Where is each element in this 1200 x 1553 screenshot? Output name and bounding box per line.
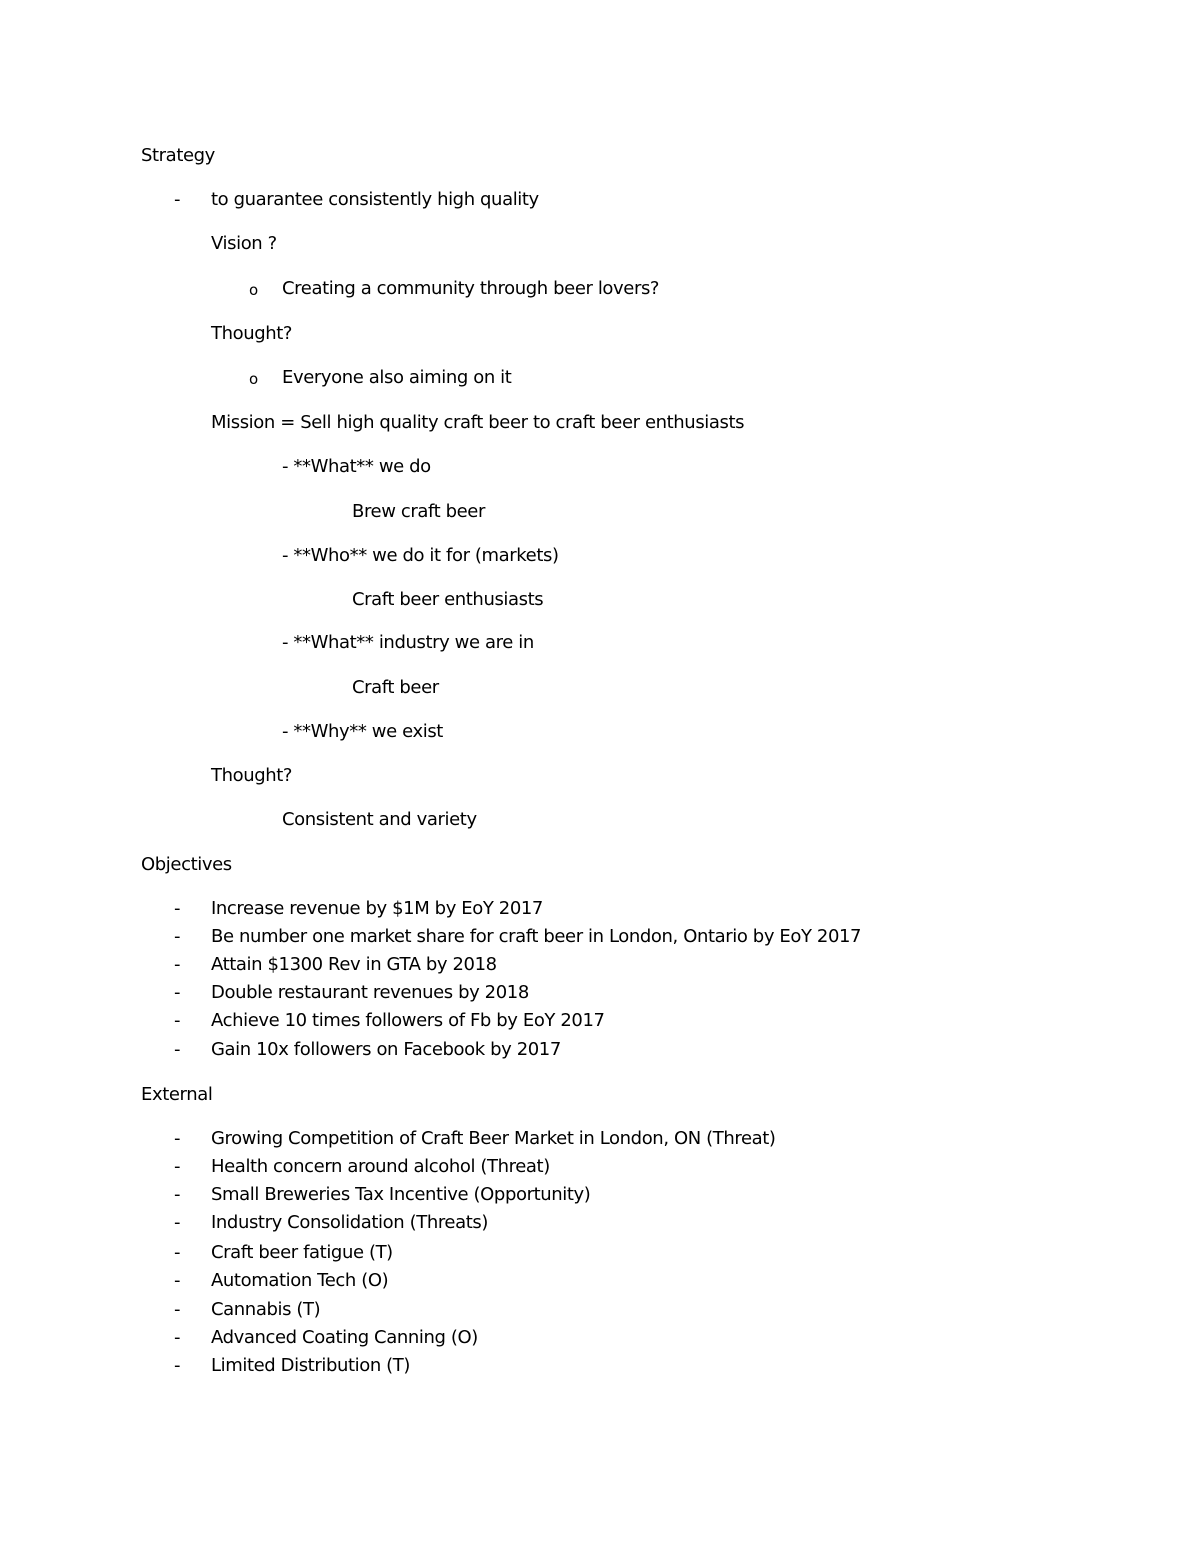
what-we-do-label: - **What** we do bbox=[282, 456, 431, 477]
dash-bullet: - bbox=[174, 1156, 181, 1177]
dash-bullet: - bbox=[174, 1184, 181, 1205]
industry-value: Craft beer bbox=[352, 677, 439, 698]
thought-item: Everyone also aiming on it bbox=[282, 367, 512, 388]
dash-bullet: - bbox=[174, 1327, 181, 1348]
who-label: - **Who** we do it for (markets) bbox=[282, 545, 559, 566]
objective-item: Achieve 10 times followers of Fb by EoY 2017 bbox=[211, 1010, 605, 1031]
objective-item: Double restaurant revenues by 2018 bbox=[211, 982, 529, 1003]
external-item: Cannabis (T) bbox=[211, 1299, 321, 1320]
external-item: Health concern around alcohol (Threat) bbox=[211, 1156, 550, 1177]
vision-label: Vision ? bbox=[211, 233, 277, 254]
mission-statement: Mission = Sell high quality craft beer to craft beer enthusiasts bbox=[211, 412, 745, 433]
external-item: Advanced Coating Canning (O) bbox=[211, 1327, 478, 1348]
dash-bullet: - bbox=[174, 982, 181, 1003]
dash-bullet: - bbox=[174, 1242, 181, 1263]
thought2-label: Thought? bbox=[211, 765, 293, 786]
external-item: Growing Competition of Craft Beer Market in London, ON (Threat) bbox=[211, 1128, 776, 1149]
vision-item: Creating a community through beer lovers? bbox=[282, 278, 660, 299]
circle-bullet: o bbox=[249, 370, 259, 388]
strategy-heading: Strategy bbox=[141, 145, 215, 166]
dash-bullet: - bbox=[174, 1128, 181, 1149]
thought-label: Thought? bbox=[211, 323, 293, 344]
circle-bullet: o bbox=[249, 281, 259, 299]
industry-label: - **What** industry we are in bbox=[282, 632, 534, 653]
external-item: Craft beer fatigue (T) bbox=[211, 1242, 393, 1263]
external-item: Limited Distribution (T) bbox=[211, 1355, 411, 1376]
objective-item: Be number one market share for craft beer in London, Ontario by EoY 2017 bbox=[211, 926, 862, 947]
objectives-heading: Objectives bbox=[141, 854, 232, 875]
strategy-item: to guarantee consistently high quality bbox=[211, 189, 539, 210]
dash-bullet: - bbox=[174, 1039, 181, 1060]
external-item: Automation Tech (O) bbox=[211, 1270, 389, 1291]
external-item: Industry Consolidation (Threats) bbox=[211, 1212, 488, 1233]
objective-item: Increase revenue by $1M by EoY 2017 bbox=[211, 898, 543, 919]
dash-bullet: - bbox=[174, 954, 181, 975]
dash-bullet: - bbox=[174, 1299, 181, 1320]
thought2-value: Consistent and variety bbox=[282, 809, 477, 830]
dash-bullet: - bbox=[174, 926, 181, 947]
dash-bullet: - bbox=[174, 189, 181, 210]
objective-item: Gain 10x followers on Facebook by 2017 bbox=[211, 1039, 561, 1060]
dash-bullet: - bbox=[174, 1355, 181, 1376]
external-item: Small Breweries Tax Incentive (Opportunity) bbox=[211, 1184, 591, 1205]
dash-bullet: - bbox=[174, 898, 181, 919]
what-we-do-value: Brew craft beer bbox=[352, 501, 485, 522]
dash-bullet: - bbox=[174, 1270, 181, 1291]
external-heading: External bbox=[141, 1084, 213, 1105]
who-value: Craft beer enthusiasts bbox=[352, 589, 544, 610]
objective-item: Attain $1300 Rev in GTA by 2018 bbox=[211, 954, 497, 975]
why-label: - **Why** we exist bbox=[282, 721, 443, 742]
dash-bullet: - bbox=[174, 1010, 181, 1031]
dash-bullet: - bbox=[174, 1212, 181, 1233]
